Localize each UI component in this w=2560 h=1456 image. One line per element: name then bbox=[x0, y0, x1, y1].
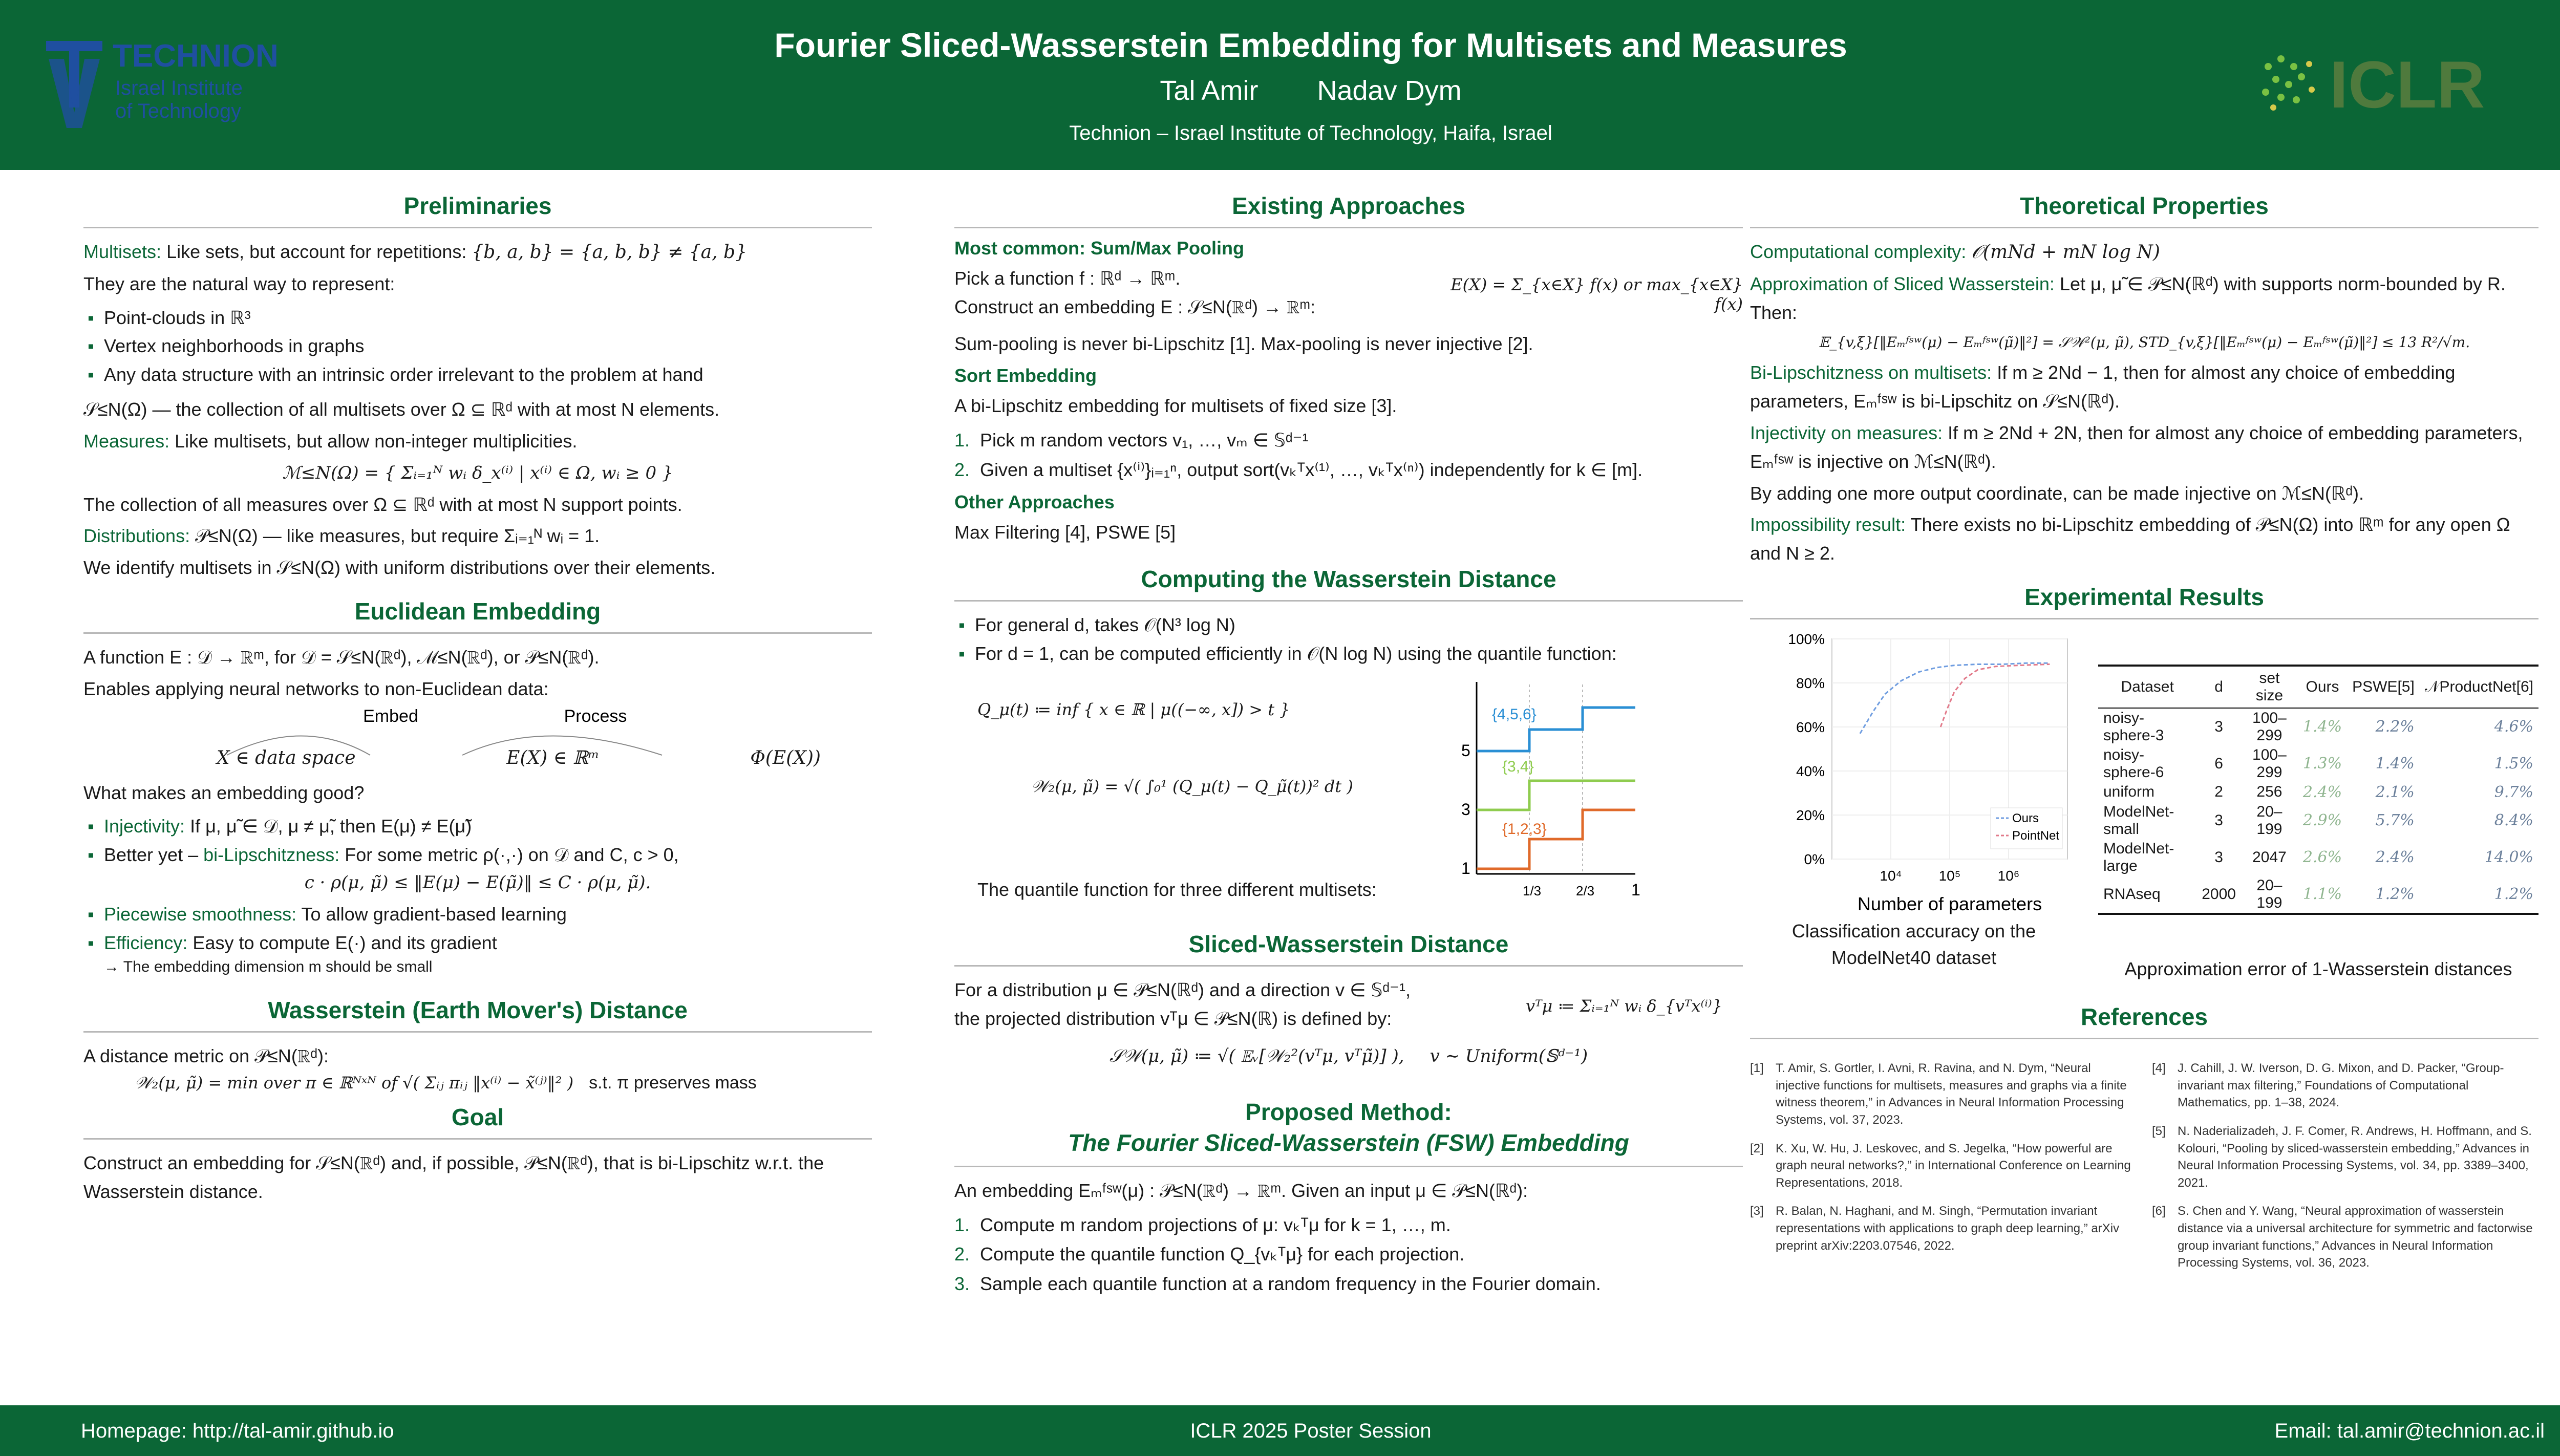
table-cell: 2.9% bbox=[2302, 811, 2342, 830]
approx-body: Let μ, μ̃ ∈ 𝒫≤N(ℝᵈ) with supports norm-bounded by R. Then: bbox=[1750, 273, 2506, 323]
chart-y-tick-label: 80% bbox=[1796, 675, 1825, 691]
author-1: Tal Amir bbox=[1160, 75, 1258, 106]
impossibility-text: There exists no bi-Lipschitz embedding of 𝒫≤N(Ω) into ℝᵐ for any open Ω and N ≥ 2. bbox=[1750, 514, 2510, 564]
section-heading-references: References bbox=[1750, 1003, 2538, 1039]
bilip-equation: c · ρ(μ, μ̃) ≤ ‖E(μ) − E(μ̃)‖ ≤ C · ρ(μ, μ̃). bbox=[304, 872, 651, 893]
table-cell: 14.0% bbox=[2484, 848, 2533, 867]
technion-logo-line1: Israel Institute bbox=[115, 77, 243, 99]
quantile-label-456: {4,5,6} bbox=[1492, 705, 1537, 723]
injectivity-text: If μ, μ̃ ∈ 𝒟, μ ≠ μ̃, then E(μ) ≠ E(μ̃) bbox=[190, 816, 472, 837]
table-cell: 6 bbox=[2214, 755, 2223, 772]
table-row bbox=[2098, 745, 2538, 782]
reference-number: [2] bbox=[1750, 1141, 1764, 1155]
table-cell: 8.4% bbox=[2494, 811, 2533, 830]
goal-text: Construct an embedding for 𝒮≤N(ℝᵈ) and, if possible, 𝒫≤N(ℝᵈ), that is bi-Lipschitz w.r.t. the Wasserstein distance. bbox=[83, 1152, 824, 1203]
section-heading-euclidean: Euclidean Embedding bbox=[83, 597, 872, 634]
bilip-text: For some metric ρ(·,·) on 𝒟 and C, c > 0, bbox=[345, 844, 679, 866]
table-cell: noisy-sphere-3 bbox=[2103, 709, 2164, 744]
quantile-block bbox=[954, 674, 1743, 915]
chart-y-tick-label: 100% bbox=[1788, 631, 1825, 647]
proposed-step-1: Compute m random projections of μ: vₖᵀμ for k = 1, …, m. bbox=[980, 1214, 1451, 1235]
good-question: What makes an embedding good? bbox=[83, 782, 365, 803]
impossibility-label: Impossibility result: bbox=[1750, 514, 1906, 536]
pooling-line-2: Construct an embedding E : 𝒮≤N(ℝᵈ) → ℝᵐ: bbox=[954, 296, 1316, 317]
list-item: ▪ Vertex neighborhoods in graphs bbox=[83, 332, 872, 360]
table-cell: 4.6% bbox=[2494, 718, 2533, 736]
list-item: 1. Compute m random projections of μ: vₖᵀμ for k = 1, …, m. bbox=[954, 1214, 1451, 1235]
proposed-step-3: Sample each quantile function at a random frequency in the Fourier domain. bbox=[980, 1273, 1601, 1294]
proposed-heading-1: Proposed Method: bbox=[1245, 1099, 1452, 1126]
approx-text bbox=[1750, 270, 2538, 327]
accuracy-caption: Classification accuracy on the ModelNet40 dataset bbox=[1791, 920, 2036, 969]
reference-number: [5] bbox=[2152, 1124, 2166, 1138]
approx-equation: 𝔼_{v,ξ}[‖Eₘᶠˢʷ(μ) − Eₘᶠˢʷ(μ̃)‖²] = 𝒮𝒲²(μ, μ̃), STD_{v,ξ}[‖Eₘᶠˢʷ(μ) − Eₘᶠˢʷ(μ̃)‖²] ≤ 13 R²/√m. bbox=[1818, 334, 2470, 351]
section-heading-preliminaries: Preliminaries bbox=[83, 192, 872, 228]
mass-condition: s.t. π preserves mass bbox=[589, 1073, 757, 1093]
table-row bbox=[2098, 876, 2538, 914]
chart-y-tick-label: 40% bbox=[1796, 763, 1825, 779]
section-heading-wasserstein: Wasserstein (Earth Mover's) Distance bbox=[83, 996, 872, 1033]
table-row bbox=[2098, 839, 2538, 876]
approx-error-figure bbox=[2098, 629, 2538, 982]
complexity-text bbox=[1750, 238, 2538, 267]
table-cell: 3 bbox=[2214, 811, 2223, 829]
chart-legend-label: PointNet bbox=[2012, 828, 2060, 843]
diagram-node-embedding: E(X) ∈ ℝᵐ bbox=[506, 747, 600, 768]
approx-error-caption: Approximation error of 1-Wasserstein distances bbox=[2124, 958, 2512, 979]
email-link[interactable]: Email: tal.amir@technion.ac.il bbox=[2274, 1420, 2545, 1442]
table-row bbox=[2098, 802, 2538, 839]
representations-list bbox=[83, 304, 872, 389]
efficiency-label: Efficiency: bbox=[104, 932, 188, 953]
table-cell: 2047 bbox=[2252, 848, 2287, 866]
table-cell: 2000 bbox=[2196, 876, 2241, 914]
poster-title: Fourier Sliced-Wasserstein Embedding for Multisets and Measures bbox=[774, 26, 1847, 64]
wasserstein-equation: 𝒲₂(μ, μ̃) = min over π ∈ ℝᴺˣᴺ of √( Σᵢⱼ πᵢⱼ ‖x⁽ⁱ⁾ − x̃⁽ʲ⁾‖² ) bbox=[135, 1073, 574, 1093]
table-cell: 2.1% bbox=[2375, 783, 2415, 801]
sort-step-2: Given a multiset {x⁽ⁱ⁾}ᵢ₌₁ⁿ, output sort(vₖᵀx⁽¹⁾, …, vₖᵀx⁽ⁿ⁾) independently for k ∈ [m]. bbox=[980, 459, 1643, 480]
reference-text: K. Xu, W. Hu, J. Leskovec, and S. Jegelka, “How powerful are graph neural networks?,” in International Conference on Learning Representations, 2018. bbox=[1776, 1141, 2131, 1190]
sliced-definition-block bbox=[954, 976, 1743, 1036]
section-heading-goal: Goal bbox=[83, 1103, 872, 1140]
pooling-text bbox=[954, 264, 1315, 325]
section-heading-experiments: Experimental Results bbox=[1750, 583, 2538, 619]
proposed-intro: An embedding Eₘᶠˢʷ(μ) : 𝒫≤N(ℝᵈ) → ℝᵐ. Given an input μ ∈ 𝒫≤N(ℝᵈ): bbox=[954, 1180, 1528, 1201]
author-2: Nadav Dym bbox=[1317, 75, 1462, 106]
section-heading-existing: Existing Approaches bbox=[954, 192, 1743, 228]
list-item bbox=[83, 900, 872, 929]
section-heading-proposed bbox=[954, 1097, 1743, 1167]
pooling-heading: Most common: Sum/Max Pooling bbox=[954, 238, 1245, 259]
chart-x-axis-label: Number of parameters bbox=[1857, 893, 2042, 914]
table-cell: 2.6% bbox=[2302, 848, 2342, 867]
quantile-x-tick: 1/3 bbox=[1523, 883, 1542, 898]
list-item: ▪ Point-clouds in ℝ³ bbox=[83, 304, 872, 332]
bilip-prefix: Better yet – bbox=[104, 844, 199, 866]
sort-steps bbox=[954, 425, 1743, 484]
reference-item bbox=[1750, 1060, 2137, 1128]
reference-text: T. Amir, S. Gortler, I. Avni, R. Ravina, and N. Dym, “Neural injective functions for multisets, measures and graphs via a finite witness theorem,” in Advances in Neural Information Processing Systems, vol. 37, 2023. bbox=[1776, 1061, 2127, 1127]
wasserstein-equation-row bbox=[135, 1073, 872, 1093]
piecewise-text: To allow gradient-based learning bbox=[301, 903, 567, 925]
column-3 bbox=[1750, 192, 2538, 1283]
experiments-block bbox=[1750, 629, 2538, 982]
homepage-link[interactable]: Homepage: http://tal-amir.github.io bbox=[81, 1420, 394, 1442]
quantile-line-123 bbox=[1477, 810, 1635, 869]
table-cell: 1.2% bbox=[2347, 876, 2420, 914]
table-cell: 20–199 bbox=[2241, 876, 2298, 914]
distributions-label: Distributions: bbox=[83, 525, 190, 547]
bilip-result-text: If m ≥ 2Nd − 1, then for almost any choice of embedding parameters, Eₘᶠˢʷ is bi-Lipschitz on 𝒮≤N(ℝᵈ). bbox=[1750, 362, 2456, 412]
injectivity-label: Injectivity: bbox=[104, 816, 185, 837]
table-header-cell: d bbox=[2196, 666, 2241, 708]
list-item bbox=[83, 929, 872, 957]
reference-item bbox=[2152, 1203, 2538, 1271]
injectivity-result-label: Injectivity on measures: bbox=[1750, 422, 1943, 443]
computing-list bbox=[954, 611, 1743, 668]
sliced-text bbox=[954, 976, 1411, 1036]
chart-legend-label: Ours bbox=[2012, 811, 2039, 825]
reference-text: R. Balan, N. Haghani, and M. Singh, “Permutation invariant representations with applications to graph deep learning,” arXiv preprint arXiv:2203.07546, 2022. bbox=[1776, 1204, 2120, 1253]
embed-label: Embed bbox=[363, 706, 418, 726]
table-header-cell: Dataset bbox=[2098, 666, 2196, 708]
table-cell: 2.2% bbox=[2375, 718, 2415, 736]
table-cell: 20–199 bbox=[2256, 803, 2282, 838]
iclr-logo bbox=[2253, 36, 2560, 128]
list-item: ▪ For d = 1, can be computed efficiently in 𝒪(N log N) using the quantile function: bbox=[954, 639, 1743, 668]
poster-footer bbox=[0, 1405, 2560, 1456]
session-label: ICLR 2025 Poster Session bbox=[1190, 1420, 1432, 1442]
reference-item bbox=[1750, 1140, 2137, 1192]
piecewise-label: Piecewise smoothness: bbox=[104, 903, 297, 925]
chart-y-tick-label: 60% bbox=[1796, 719, 1825, 735]
table-cell: 1.5% bbox=[2494, 755, 2533, 773]
sw-equation-row bbox=[954, 1046, 1743, 1066]
chart-x-tick-label: 10⁵ bbox=[1938, 867, 1961, 884]
list-item: 1. Pick m random vectors v₁, …, vₘ ∈ 𝕊ᵈ⁻¹ bbox=[954, 430, 1309, 451]
other-heading: Other Approaches bbox=[954, 491, 1115, 513]
multisets-label: Multisets: bbox=[83, 241, 162, 262]
table-cell: 1.1% bbox=[2298, 876, 2347, 914]
chart-x-tick-label: 10⁶ bbox=[1997, 867, 2020, 884]
impossibility-result bbox=[1750, 510, 2538, 568]
table-cell: 5.7% bbox=[2375, 811, 2415, 830]
reference-text: S. Chen and Y. Wang, “Neural approximation of wasserstein distance via a universal architecture for symmetric and factorwise group invariant functions,” Advances in Neural Information Processing Systems, vol. 36, 2023. bbox=[2178, 1204, 2533, 1270]
pooling-line-1: Pick a function f : ℝᵈ → ℝᵐ. bbox=[954, 268, 1181, 289]
table-cell: 1.4% bbox=[2302, 718, 2342, 736]
embedding-diagram-nodes bbox=[83, 747, 872, 768]
references-column-left bbox=[1750, 1060, 2137, 1283]
references-list bbox=[1750, 1060, 2538, 1283]
natural-way-text: They are the natural way to represent: bbox=[83, 273, 395, 294]
list-item: ▪ Any data structure with an intrinsic order irrelevant to the problem at hand bbox=[83, 360, 872, 389]
sliced-line-2: the projected distribution vᵀμ ∈ 𝒫≤N(ℝ) is defined by: bbox=[954, 1008, 1392, 1029]
table-row bbox=[2098, 782, 2538, 802]
table-cell: 2.4% bbox=[2302, 783, 2342, 801]
bilip-result bbox=[1750, 358, 2538, 416]
section-heading-sliced: Sliced-Wasserstein Distance bbox=[954, 930, 1743, 967]
accuracy-figure bbox=[1750, 629, 2078, 982]
list-item bbox=[83, 812, 872, 841]
author-list bbox=[0, 75, 2560, 106]
multiset-collection-text: 𝒮≤N(Ω) — the collection of all multisets over Ω ⊆ ℝᵈ with at most N elements. bbox=[83, 398, 720, 420]
quantile-label-34: {3,4} bbox=[1502, 758, 1534, 775]
quantile-y-tick: 1 bbox=[1461, 859, 1470, 877]
list-item bbox=[83, 841, 872, 869]
reference-item bbox=[2152, 1060, 2538, 1111]
reference-text: N. Naderializadeh, J. F. Comer, R. Andrews, H. Hoffmann, and S. Kolouri, “Pooling by sliced-wasserstein embedding,” Advances in Neural Information Processing Systems, vol. 34, pp. 3389–3400, 2021. bbox=[2178, 1124, 2532, 1190]
multisets-definition bbox=[83, 238, 872, 267]
diagram-node-data: X ∈ data space bbox=[217, 747, 356, 768]
reference-number: [4] bbox=[2152, 1061, 2166, 1076]
table-cell: 9.7% bbox=[2494, 783, 2533, 801]
sort-heading: Sort Embedding bbox=[954, 365, 1097, 387]
chart-y-tick-label: 20% bbox=[1796, 807, 1825, 823]
complexity-label: Computational complexity: bbox=[1750, 241, 1967, 262]
technion-logo-name: TECHNION bbox=[113, 38, 279, 74]
column-1 bbox=[83, 192, 872, 1209]
measures-definition bbox=[83, 427, 872, 456]
results-table bbox=[2098, 665, 2538, 915]
quantile-x-tick: 1 bbox=[1631, 880, 1640, 899]
pooling-equation: E(X) = Σ_{x∈X} f(x) or max_{x∈X} f(x) bbox=[1450, 274, 1743, 314]
list-item: ▪ For general d, takes 𝒪(N³ log N) bbox=[954, 611, 1743, 639]
properties-list-2 bbox=[83, 900, 872, 957]
measures-equation: ℳ≤N(Ω) = { Σᵢ₌₁ᴺ wᵢ δ_x⁽ⁱ⁾ | x⁽ⁱ⁾ ∈ Ω, wᵢ ≥ 0 } bbox=[282, 462, 673, 483]
w2-equation: 𝒲₂(μ, μ̃) = √( ∫₀¹ (Q_μ(t) − Q_μ̃(t))² dt ) bbox=[1031, 776, 1353, 796]
table-cell: 3 bbox=[2214, 848, 2223, 866]
table-cell: ModelNet-small bbox=[2103, 803, 2174, 838]
proposed-step-2: Compute the quantile function Q_{vₖᵀμ} for each projection. bbox=[980, 1244, 1465, 1265]
list-item: 2. Compute the quantile function Q_{vₖᵀμ} for each projection. bbox=[954, 1244, 1465, 1265]
bilip-result-label: Bi-Lipschitzness on multisets: bbox=[1750, 362, 1992, 383]
poster-header bbox=[0, 0, 2560, 170]
embedding-dim-note: → The embedding dimension m should be small bbox=[104, 958, 433, 975]
chart-x-tick-label: 10⁴ bbox=[1880, 867, 1902, 884]
list-item: 3. Sample each quantile function at a random frequency in the Fourier domain. bbox=[954, 1273, 1601, 1294]
quantile-line-34 bbox=[1477, 781, 1635, 810]
identify-text: We identify multisets in 𝒮≤N(Ω) with uniform distributions over their elements. bbox=[83, 557, 716, 579]
table-cell: 100–299 bbox=[2252, 709, 2287, 744]
table-header-cell: Ours bbox=[2298, 666, 2347, 708]
quantile-y-tick: 3 bbox=[1461, 800, 1470, 819]
injectivity-result-text: If m ≥ 2Nd + 2N, then for almost any choice of embedding parameters, Eₘᶠˢʷ is injective on ℳ≤N(ℝᵈ). bbox=[1750, 422, 2523, 472]
reference-item bbox=[1750, 1203, 2137, 1254]
proposed-steps bbox=[954, 1210, 1743, 1299]
affiliation: Technion – Israel Institute of Technology, Haifa, Israel bbox=[1069, 122, 1552, 144]
multisets-text: Like sets, but account for repetitions: bbox=[166, 241, 467, 262]
bilip-label: bi-Lipschitzness: bbox=[203, 844, 340, 866]
multisets-math: {b, a, b} = {a, b, b} ≠ {a, b} bbox=[472, 242, 747, 263]
distance-metric-text: A distance metric on 𝒫≤N(ℝᵈ): bbox=[83, 1045, 329, 1066]
measures-collection-text: The collection of all measures over Ω ⊆ ℝᵈ with at most N support points. bbox=[83, 494, 682, 515]
embedding-function-text: A function E : 𝒟 → ℝᵐ, for 𝒟 = 𝒮≤N(ℝᵈ), ℳ≤N(ℝᵈ), or 𝒫≤N(ℝᵈ). bbox=[83, 646, 600, 668]
iclr-logo-text: ICLR bbox=[2330, 47, 2485, 122]
table-header-cell: PSWE[5] bbox=[2347, 666, 2420, 708]
table-body bbox=[2098, 708, 2538, 914]
table-header-cell: 𝒩ProductNet[6] bbox=[2420, 666, 2538, 708]
table-cell: 256 bbox=[2256, 783, 2282, 801]
table-row bbox=[2098, 708, 2538, 745]
table-cell: 3 bbox=[2214, 718, 2223, 735]
quantile-equation: Q_μ(t) ≔ inf { x ∈ ℝ | μ((−∞, x]) > t } bbox=[977, 699, 1290, 719]
table-cell: 2 bbox=[2214, 783, 2223, 801]
reference-number: [1] bbox=[1750, 1061, 1764, 1076]
approx-label: Approximation of Sliced Wasserstein: bbox=[1750, 273, 2055, 294]
table-header-cell: set size bbox=[2241, 666, 2298, 708]
diagram-node-output: Φ(E(X)) bbox=[750, 747, 821, 768]
reference-number: [3] bbox=[1750, 1204, 1764, 1218]
table-cell: RNAseq bbox=[2098, 876, 2196, 914]
table-cell: noisy-sphere-6 bbox=[2103, 746, 2164, 781]
properties-list bbox=[83, 812, 872, 869]
technion-logo-line2: of Technology bbox=[115, 100, 242, 122]
sliced-line-1: For a distribution μ ∈ 𝒫≤N(ℝᵈ) and a direction v ∈ 𝕊ᵈ⁻¹, bbox=[954, 979, 1411, 1000]
table-cell: 1.4% bbox=[2375, 755, 2415, 773]
sw-equation: 𝒮𝒲(μ, μ̃) ≔ √( 𝔼ᵥ[𝒲₂²(vᵀμ, vᵀμ̃)] ), bbox=[1109, 1046, 1404, 1067]
chart-y-tick-label: 0% bbox=[1804, 851, 1825, 867]
quantile-x-tick: 2/3 bbox=[1576, 883, 1595, 898]
distributions-text: 𝒫≤N(Ω) — like measures, but require Σᵢ₌₁ᴺ wᵢ = 1. bbox=[195, 525, 600, 547]
table-cell: 100–299 bbox=[2252, 746, 2287, 781]
projection-equation: vᵀμ ≔ Σᵢ₌₁ᴺ wᵢ δ_{vᵀx⁽ⁱ⁾} bbox=[1526, 996, 1722, 1016]
table-cell: 1.2% bbox=[2420, 876, 2538, 914]
reference-item bbox=[2152, 1123, 2538, 1191]
section-heading-computing: Computing the Wasserstein Distance bbox=[954, 565, 1743, 602]
list-item: 2. Given a multiset {x⁽ⁱ⁾}ᵢ₌₁ⁿ, output sort(vₖᵀx⁽¹⁾, …, vₖᵀx⁽ⁿ⁾) independently for k ∈ [m]. bbox=[954, 459, 1643, 480]
quantile-caption: The quantile function for three different multisets: bbox=[977, 879, 1377, 900]
pooling-block bbox=[954, 264, 1743, 325]
table-cell: uniform bbox=[2103, 783, 2155, 801]
accuracy-chart bbox=[1750, 629, 2078, 915]
extra-coordinate-text: By adding one more output coordinate, can be made injective on ℳ≤N(ℝᵈ). bbox=[1750, 482, 2364, 504]
sort-step-1: Pick m random vectors v₁, …, vₘ ∈ 𝕊ᵈ⁻¹ bbox=[980, 430, 1309, 451]
efficiency-text: Easy to compute E(·) and its gradient bbox=[193, 932, 497, 953]
injectivity-result bbox=[1750, 419, 2538, 476]
sort-text: A bi-Lipschitz embedding for multisets of fixed size [3]. bbox=[954, 395, 1397, 417]
quantile-label-123: {1,2,3} bbox=[1502, 820, 1547, 838]
measures-text: Like multisets, but allow non-integer multiplicities. bbox=[175, 430, 578, 452]
column-2 bbox=[954, 192, 1743, 1305]
complexity-value: 𝒪(mNd + mN log N) bbox=[1971, 242, 2160, 263]
references-column-right bbox=[2152, 1060, 2538, 1283]
other-text: Max Filtering [4], PSWE [5] bbox=[954, 522, 1176, 543]
section-heading-theory: Theoretical Properties bbox=[1750, 192, 2538, 228]
distributions-definition bbox=[83, 522, 872, 550]
quantile-plot bbox=[1446, 674, 1651, 915]
proposed-heading-2: The Fourier Sliced-Wasserstein (FSW) Embedding bbox=[1068, 1129, 1629, 1157]
reference-text: J. Cahill, J. W. Iverson, D. G. Mixon, and D. Packer, “Group-invariant max filtering,” Foundations of Computational Mathematics, pp. 1–38, 2024. bbox=[2178, 1061, 2504, 1110]
measures-label: Measures: bbox=[83, 430, 170, 452]
enables-text: Enables applying neural networks to non-Euclidean data: bbox=[83, 678, 549, 699]
table-cell: 2.4% bbox=[2375, 848, 2415, 867]
process-label: Process bbox=[564, 706, 627, 726]
table-cell: 1.3% bbox=[2302, 755, 2342, 773]
table-cell: ModelNet-large bbox=[2103, 840, 2174, 874]
reference-number: [6] bbox=[2152, 1204, 2166, 1218]
pooling-note: Sum-pooling is never bi-Lipschitz [1]. Max-pooling is never injective [2]. bbox=[954, 333, 1533, 354]
v-distribution: v ∼ Uniform(𝕊ᵈ⁻¹) bbox=[1430, 1046, 1588, 1067]
quantile-y-tick: 5 bbox=[1461, 741, 1470, 760]
table-header-row bbox=[2098, 666, 2538, 708]
